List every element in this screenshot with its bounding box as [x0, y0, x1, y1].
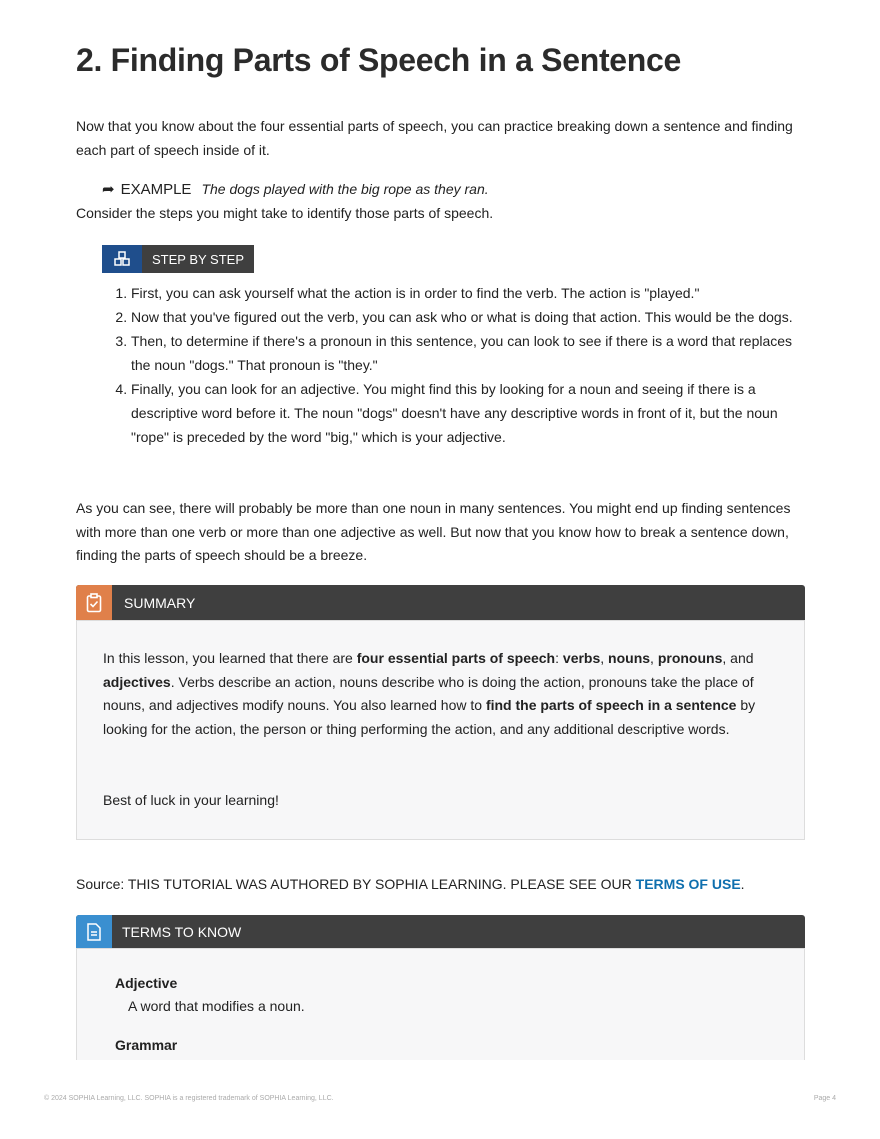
terms-box	[76, 948, 805, 1060]
summary-text: In this lesson, you learned that there are four essential parts of speech: verbs, nouns, pronouns, and adjectives. Verbs describe an action, nouns describe who is doing the action, pronouns take the place of nouns, and adjectives modify nouns. You also learned how to find the parts of speech in a sentence by looking for the action, the person or thing performing the action, and any additional descriptive words.	[103, 650, 756, 737]
footer-page-number: Page 4	[813, 1095, 836, 1102]
summary-label: SUMMARY	[124, 594, 196, 611]
list-item: 3. Then, to determine if there's a pronoun in this sentence, you can look to see if there is a word that replaces the noun "dogs." That pronoun is "they."	[131, 329, 801, 377]
example-line	[102, 180, 489, 198]
steps-list	[131, 281, 801, 449]
term-adjective: Adjective	[115, 975, 178, 991]
summary-header	[76, 585, 805, 620]
summary-box	[76, 620, 805, 840]
terms-label: TERMS TO KNOW	[122, 923, 242, 940]
term-adjective-definition: A word that modifies a noun.	[128, 998, 305, 1014]
list-item: 2. Now that you've figured out the verb, you can ask who or what is doing that action. This would be the dogs.	[131, 305, 801, 329]
cubes-icon	[102, 245, 142, 273]
list-item: 1. First, you can ask yourself what the action is in order to find the verb. The action is "played."	[131, 281, 801, 305]
clipboard-check-icon	[76, 585, 112, 620]
example-label: EXAMPLE	[120, 180, 192, 198]
step-by-step-badge	[102, 245, 254, 273]
share-arrow-icon: ➦	[102, 181, 115, 198]
summary-luck: Best of luck in your learning!	[103, 792, 279, 808]
terms-of-use-link[interactable]: TERMS OF USE	[635, 876, 741, 892]
intro-paragraph: Now that you know about the four essential parts of speech, you can practice breaking down a sentence and finding each part of speech inside of it.	[76, 118, 793, 158]
closing-paragraph: As you can see, there will probably be more than one noun in many sentences. You might end up finding sentences with more than one verb or more than one adjective as well. But now that you know how to break a sentence down, finding the parts of speech should be a breeze.	[76, 500, 791, 563]
list-item: 4. Finally, you can look for an adjective. You might find this by looking for a noun and seeing if there is a descriptive word before it. The noun "dogs" doesn't have any descriptive words in front of it, but the noun "rope" is preceded by the word "big," which is your adjective.	[131, 377, 801, 449]
document-icon	[76, 915, 112, 948]
step-by-step-label: STEP BY STEP	[142, 245, 254, 273]
terms-header	[76, 915, 805, 948]
term-grammar: Grammar	[115, 1037, 178, 1053]
page-title: 2. Finding Parts of Speech in a Sentence	[76, 42, 682, 78]
footer-copyright: © 2024 SOPHIA Learning, LLC. SOPHIA is a registered trademark of SOPHIA Learning, LLC.	[44, 1095, 334, 1102]
source-line: Source: THIS TUTORIAL WAS AUTHORED BY SOPHIA LEARNING. PLEASE SEE OUR TERMS OF USE.	[76, 876, 745, 892]
consider-text: Consider the steps you might take to identify those parts of speech.	[76, 205, 494, 221]
example-sentence: The dogs played with the big rope as they ran.	[201, 181, 489, 197]
